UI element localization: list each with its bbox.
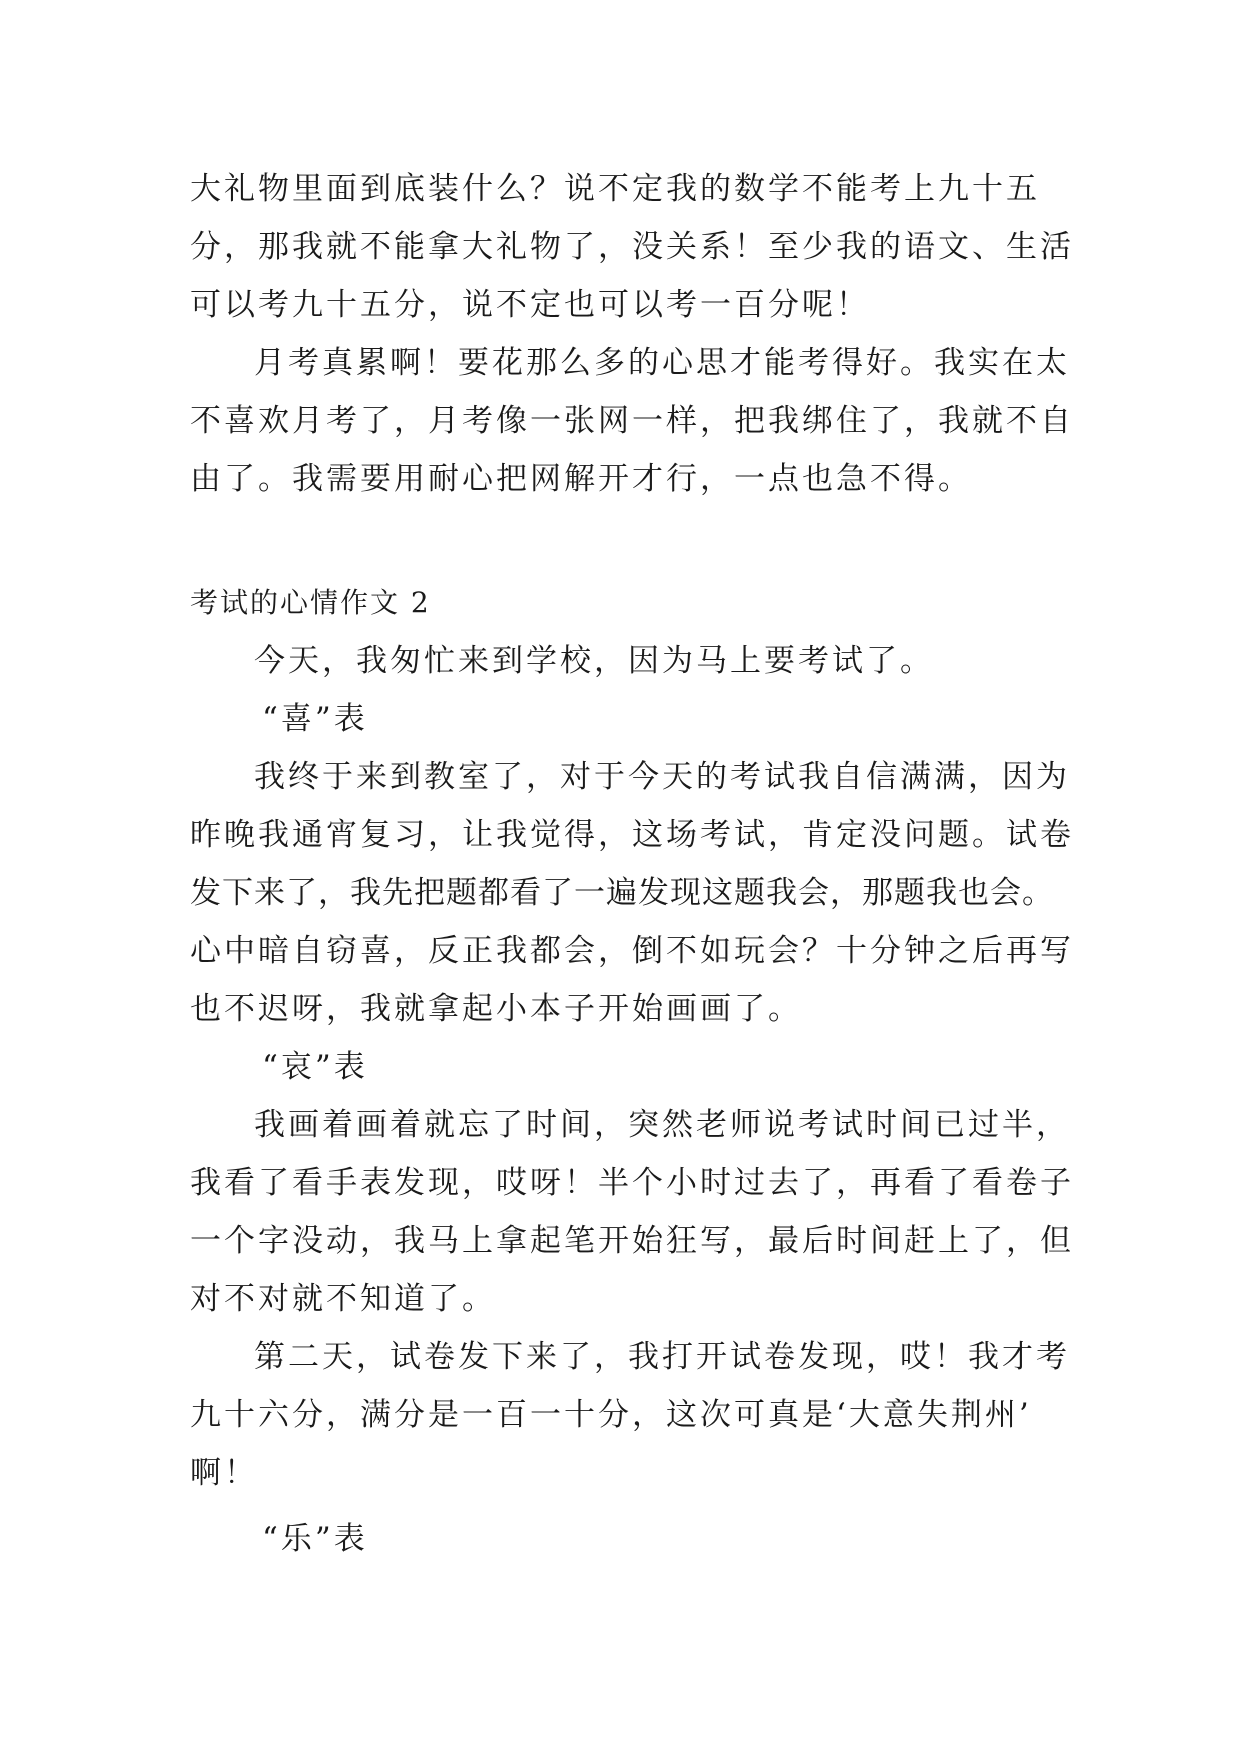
text-line: 我看了看手表发现，哎呀！半个小时过去了，再看了看卷子 [190,1165,1074,1201]
paragraph [190,632,1070,690]
text-line: 对不对就不知道了。 [190,1281,496,1317]
paragraph-gap [190,508,1070,574]
text-line: 大礼物里面到底装什么？说不定我的数学不能考上九十五 [190,171,1040,207]
text-line: 心中暗自窃喜，反正我都会，倒不如玩会？十分钟之后再写 [190,933,1074,969]
text-line: 啊！ [190,1455,258,1491]
paragraph [190,1096,1074,1328]
paragraph [190,160,1074,334]
text-line: 第二天，试卷发下来了，我打开试卷发现，哎！我才考 [254,1339,1070,1375]
text-line: 我终于来到教室了，对于今天的考试我自信满满，因为 [254,759,1070,795]
text-line: 九十六分，满分是一百一十分，这次可真是‘大意失荆州’ [190,1397,1032,1433]
paragraph [190,1328,1070,1502]
text-line: 我画着画着就忘了时间，突然老师说考试时间已过半， [254,1107,1070,1143]
text-line: 一个字没动，我马上拿起笔开始狂写，最后时间赶上了，但 [190,1223,1074,1259]
document-body [190,160,1074,1568]
text-line: 可以考九十五分，说不定也可以考一百分呢！ [190,287,870,323]
subheading: “喜”表 [262,701,368,737]
text-line: 不喜欢月考了，月考像一张网一样，把我绑住了，我就不自 [190,403,1074,439]
text-line: 也不迟呀，我就拿起小本子开始画画了。 [190,991,802,1027]
paragraph [190,748,1074,1038]
text-line: 今天，我匆忙来到学校，因为马上要考试了。 [254,643,934,679]
text-line: 发下来了，我先把题都看了一遍发现这题我会，那题我也会。 [190,875,1054,911]
text-line: 由了。我需要用耐心把网解开才行，一点也急不得。 [190,461,972,497]
paragraph [190,334,1074,508]
text-line: 昨晚我通宵复习，让我觉得，这场考试，肯定没问题。试卷 [190,817,1074,853]
section-title: 考试的心情作文 2 [190,586,431,619]
subheading: “哀”表 [262,1049,368,1085]
text-line: 月考真累啊！要花那么多的心思才能考得好。我实在太 [254,345,1070,381]
text-line: 分，那我就不能拿大礼物了，没关系！至少我的语文、生活 [190,229,1074,265]
subheading: “乐”表 [262,1521,368,1557]
